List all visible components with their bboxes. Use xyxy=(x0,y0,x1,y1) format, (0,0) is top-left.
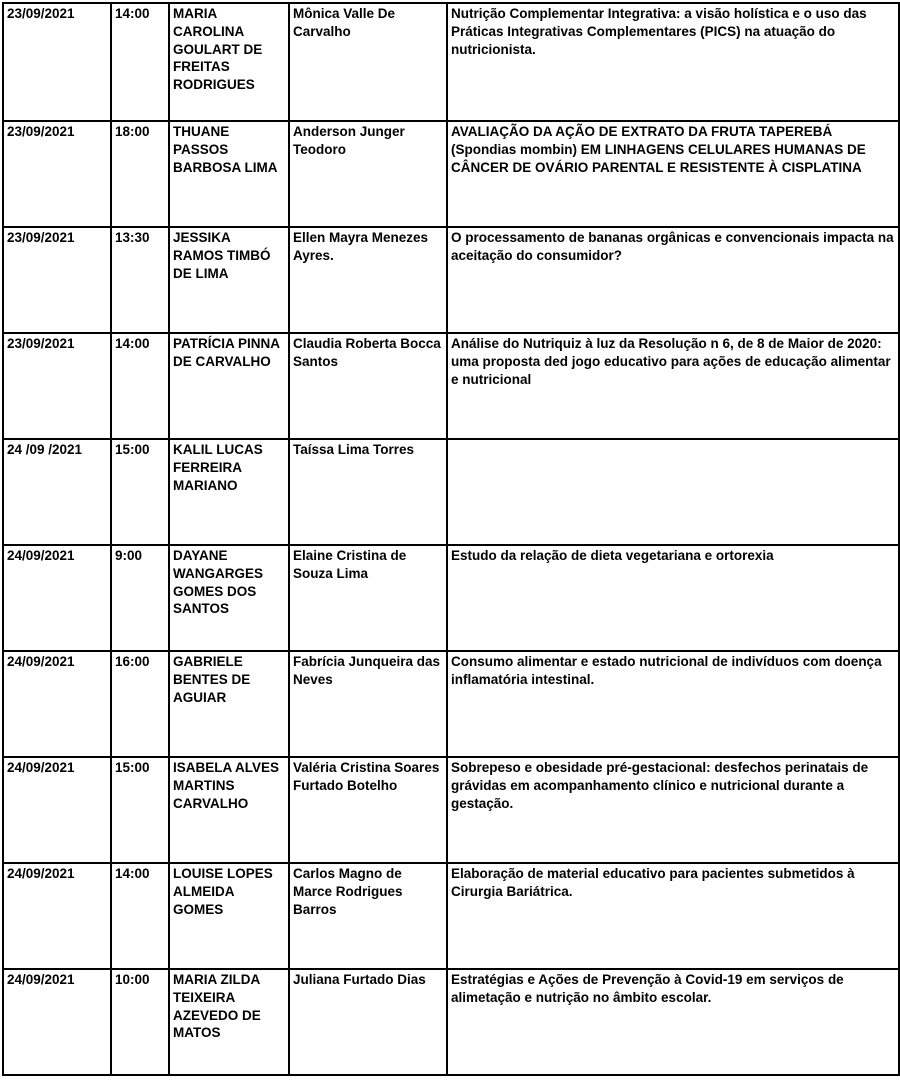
table-body xyxy=(3,3,899,1075)
time-cell: 15:00 xyxy=(111,439,169,545)
time-cell: 10:00 xyxy=(111,969,169,1075)
time-cell: 15:00 xyxy=(111,757,169,863)
date-cell: 23/09/2021 xyxy=(3,333,111,439)
student-name-cell: DAYANE WANGARGES GOMES DOS SANTOS xyxy=(169,545,289,651)
work-title-cell: AVALIAÇÃO DA AÇÃO DE EXTRATO DA FRUTA TAPEREBÁ (Spondias mombin) EM LINHAGENS CELULARES HUMANAS DE CÂNCER DE OVÁRIO PARENTAL E RESISTENTE À CISPLATINA xyxy=(447,121,899,227)
advisor-name-cell: Juliana Furtado Dias xyxy=(289,969,447,1075)
date-cell: 24/09/2021 xyxy=(3,545,111,651)
student-name-cell: MARIA CAROLINA GOULART DE FREITAS RODRIGUES xyxy=(169,3,289,121)
table-row xyxy=(3,121,899,227)
table-row xyxy=(3,439,899,545)
table-row xyxy=(3,863,899,969)
table-row xyxy=(3,969,899,1075)
date-cell: 23/09/2021 xyxy=(3,227,111,333)
work-title-cell: Estratégias e Ações de Prevenção à Covid-19 em serviços de alimetação e nutrição no âmbito escolar. xyxy=(447,969,899,1075)
time-cell: 16:00 xyxy=(111,651,169,757)
work-title-cell: Consumo alimentar e estado nutricional de indivíduos com doença inflamatória intestinal. xyxy=(447,651,899,757)
time-cell: 14:00 xyxy=(111,863,169,969)
work-title-cell: Sobrepeso e obesidade pré-gestacional: desfechos perinatais de grávidas em acompanhamento clínico e nutricional durante a gestação. xyxy=(447,757,899,863)
student-name-cell: KALIL LUCAS FERREIRA MARIANO xyxy=(169,439,289,545)
date-cell: 24 /09 /2021 xyxy=(3,439,111,545)
date-cell: 23/09/2021 xyxy=(3,121,111,227)
advisor-name-cell: Elaine Cristina de Souza Lima xyxy=(289,545,447,651)
date-cell: 24/09/2021 xyxy=(3,651,111,757)
table-row xyxy=(3,333,899,439)
date-cell: 23/09/2021 xyxy=(3,3,111,121)
advisor-name-cell: Carlos Magno de Marce Rodrigues Barros xyxy=(289,863,447,969)
work-title-cell: Estudo da relação de dieta vegetariana e ortorexia xyxy=(447,545,899,651)
table-row xyxy=(3,3,899,121)
work-title-cell: Elaboração de material educativo para pacientes submetidos à Cirurgia Bariátrica. xyxy=(447,863,899,969)
table-row xyxy=(3,227,899,333)
advisor-name-cell: Claudia Roberta Bocca Santos xyxy=(289,333,447,439)
student-name-cell: THUANE PASSOS BARBOSA LIMA xyxy=(169,121,289,227)
work-title-cell: Análise do Nutriquiz à luz da Resolução n 6, de 8 de Maior de 2020: uma proposta ded jogo educativo para ações de educação alimentar e nutricional xyxy=(447,333,899,439)
time-cell: 9:00 xyxy=(111,545,169,651)
student-name-cell: JESSIKA RAMOS TIMBÓ DE LIMA xyxy=(169,227,289,333)
date-cell: 24/09/2021 xyxy=(3,863,111,969)
student-name-cell: ISABELA ALVES MARTINS CARVALHO xyxy=(169,757,289,863)
date-cell: 24/09/2021 xyxy=(3,969,111,1075)
student-name-cell: GABRIELE BENTES DE AGUIAR xyxy=(169,651,289,757)
date-cell: 24/09/2021 xyxy=(3,757,111,863)
student-name-cell: MARIA ZILDA TEIXEIRA AZEVEDO DE MATOS xyxy=(169,969,289,1075)
work-title-cell xyxy=(447,439,899,545)
time-cell: 13:30 xyxy=(111,227,169,333)
time-cell: 18:00 xyxy=(111,121,169,227)
student-name-cell: PATRÍCIA PINNA DE CARVALHO xyxy=(169,333,289,439)
table-row xyxy=(3,545,899,651)
table-row xyxy=(3,651,899,757)
advisor-name-cell: Mônica Valle De Carvalho xyxy=(289,3,447,121)
advisor-name-cell: Taíssa Lima Torres xyxy=(289,439,447,545)
advisor-name-cell: Ellen Mayra Menezes Ayres. xyxy=(289,227,447,333)
time-cell: 14:00 xyxy=(111,3,169,121)
work-title-cell: O processamento de bananas orgânicas e convencionais impacta na aceitação do consumidor? xyxy=(447,227,899,333)
advisor-name-cell: Anderson Junger Teodoro xyxy=(289,121,447,227)
advisor-name-cell: Fabrícia Junqueira das Neves xyxy=(289,651,447,757)
defense-schedule-table xyxy=(2,2,900,1076)
table-row xyxy=(3,757,899,863)
time-cell: 14:00 xyxy=(111,333,169,439)
student-name-cell: LOUISE LOPES ALMEIDA GOMES xyxy=(169,863,289,969)
work-title-cell: Nutrição Complementar Integrativa: a visão holística e o uso das Práticas Integrativas Complementares (PICS) na atuação do nutricionista. xyxy=(447,3,899,121)
advisor-name-cell: Valéria Cristina Soares Furtado Botelho xyxy=(289,757,447,863)
